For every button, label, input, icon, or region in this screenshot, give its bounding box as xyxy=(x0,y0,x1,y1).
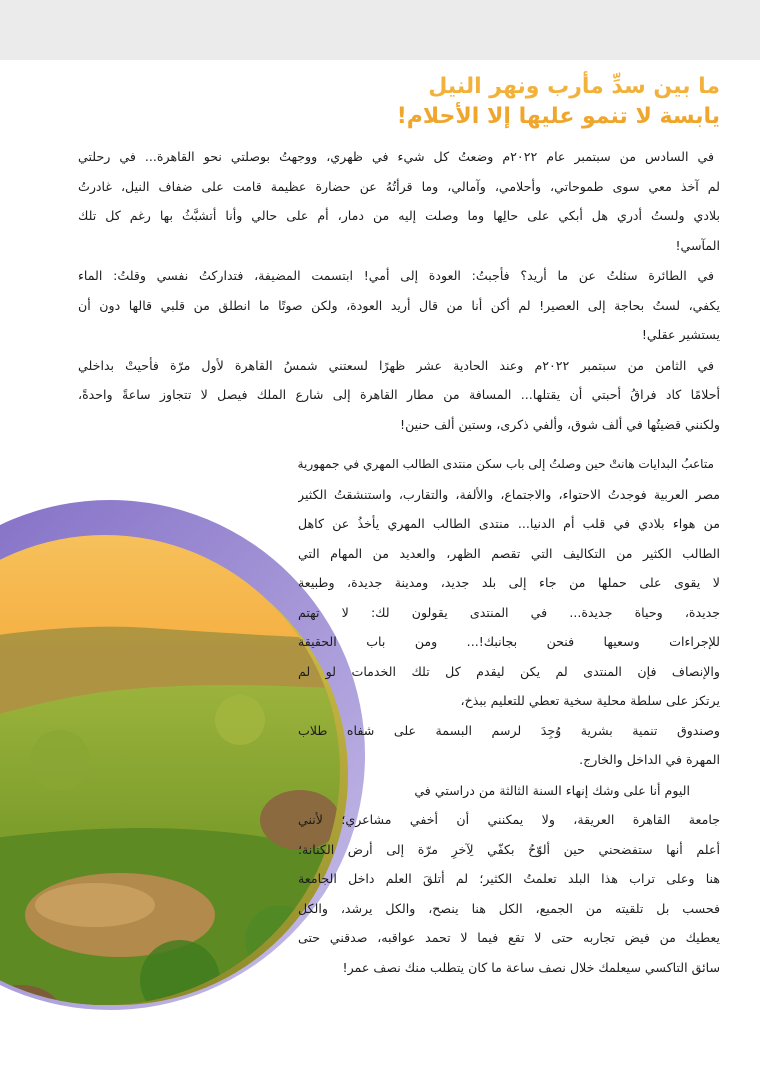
text-line: الطالب الكثير من التكاليف التي تقصم الظهر، والعديد من المهام التي xyxy=(298,545,720,561)
text-line: بلادي ولستُ أدري هل أبكي على حالِها وما وصلت إليه من دمار، أم على حالي وأنا أتشبَّثُ بها رغم كل تلك xyxy=(78,208,720,223)
text-line: سائق التاكسي سيعلمك خلال نصف ساعة ما كان يتطلب منك نصف عمر! xyxy=(342,959,720,975)
text-line: المهرة في الداخل والخارج. xyxy=(579,752,720,767)
text-line: في الطائرة سئلتُ عن ما أريد؟ فأجبتُ: العودة إلى أمي! ابتسمت المضيفة، فتداركتُ نفسي وقلتُ: الماء xyxy=(78,268,714,283)
article-body xyxy=(78,142,720,439)
text-line: متاعبُ البدايات هانتْ حين وصلتُ إلى باب سكن منتدى الطالب المهري في جمهورية xyxy=(298,457,714,471)
text-line: للإجراءات وسعيها فنحن بجانبك!... ومن باب الحقيقة xyxy=(298,634,720,649)
article-body-column xyxy=(298,450,720,982)
text-line: أعلم أنها ستفضحني حين ألوّحُ بكفّي لِآخرِ مرّة إلى أرض الكنانة؛ xyxy=(298,841,720,857)
text-line: يعطيك من فيض تجاربه حتى لا تقع فيما لا تحمد عواقبه، صدقني حتى xyxy=(298,930,720,945)
text-line: يرتكز على سلطة محلية سخية تعطي للتعليم ببذخ، xyxy=(460,693,720,708)
text-line: يكفي، لستُ بحاجة إلى العصير! لم أكن أنا من قال أريد العودة، ولكن صوتًا ما انطلق من قلبي قالها دون أن xyxy=(78,297,720,313)
title-line-1: ما بين سدِّ مأرب ونهر النيل xyxy=(428,74,720,99)
text-line: هنا وعلى تراب هذا البلد تعلمتُ الكثير؛ لم أتلقَ العلم داخل الجامعة xyxy=(298,871,720,886)
text-line: مصر العربية فوجدتُ الاحتواء، والاجتماع، والألفة، والتقارب، واستنشقتُ الكثير xyxy=(298,486,720,502)
text-line: فحسب بل تلقيته من الجميع، الكل هنا ينصح، والكل يرشد، والكل xyxy=(298,900,720,916)
text-line: جديدة، وحياة جديدة... في المنتدى يقولون لك: لا تهتم xyxy=(298,604,720,620)
text-line: من هواء بلادي في قلب أم الدنيا... منتدى الطالب المهري يأخذُ عن كاهل xyxy=(298,516,720,531)
text-line: المآسي! xyxy=(675,237,720,253)
text-line: في السادس من سبتمبر عام ٢٠٢٢م وضعتُ كل شيء في ظهري، ووجهتُ بوصلتي نحو القاهرة... في رحلتي xyxy=(78,149,714,164)
text-line: في الثامن من سبتمبر ٢٠٢٢م وعند الحادية عشر ظهرًا لسعتني شمسُ القاهرة لأول مرّة فأحيتْ بداخلي xyxy=(78,357,714,373)
text-line: جامعة القاهرة العريقة، ولا يمكنني أن أخفي مشاعري؛ لأنني xyxy=(298,812,720,827)
text-line: ولكنني قضيتُها في ألف شوق، وألفي ذكرى، وستين ألف حنين! xyxy=(400,416,720,432)
text-line: وصندوق تنمية بشرية وُجِدَ لرسم البسمة على شفاه طلاب xyxy=(298,722,720,738)
text-line: اليوم أنا على وشك إنهاء السنة الثالثة من دراستي في xyxy=(414,782,690,798)
text-line: لم آخذ معي سوى طموحاتي، وأحلامي، وآمالي، وما قرأتُهُ عن حضارة عظيمة قامت على ضفاف النيل، غادرتُ xyxy=(78,178,720,194)
text-line: يستشير عقلي! xyxy=(641,327,720,342)
text-line: أحلامًا كاد فراقُ أحبتي أن يقتلها... المسافة من مطار القاهرة إلى شارع الملك فيصل لا تتجاوز ساعةً واحدةً، xyxy=(78,387,720,402)
title-line-2: يابسة لا تنمو عليها إلا الأحلام! xyxy=(396,104,720,129)
text-line: لا يقوى على حملها من جاء إلى بلد جديد، ومدينة جديدة، وطبيعة xyxy=(298,575,720,590)
text-line: والإنصاف فإن المنتدى لم يكن ليقدم كل تلك الخدمات لو لم xyxy=(298,663,720,679)
